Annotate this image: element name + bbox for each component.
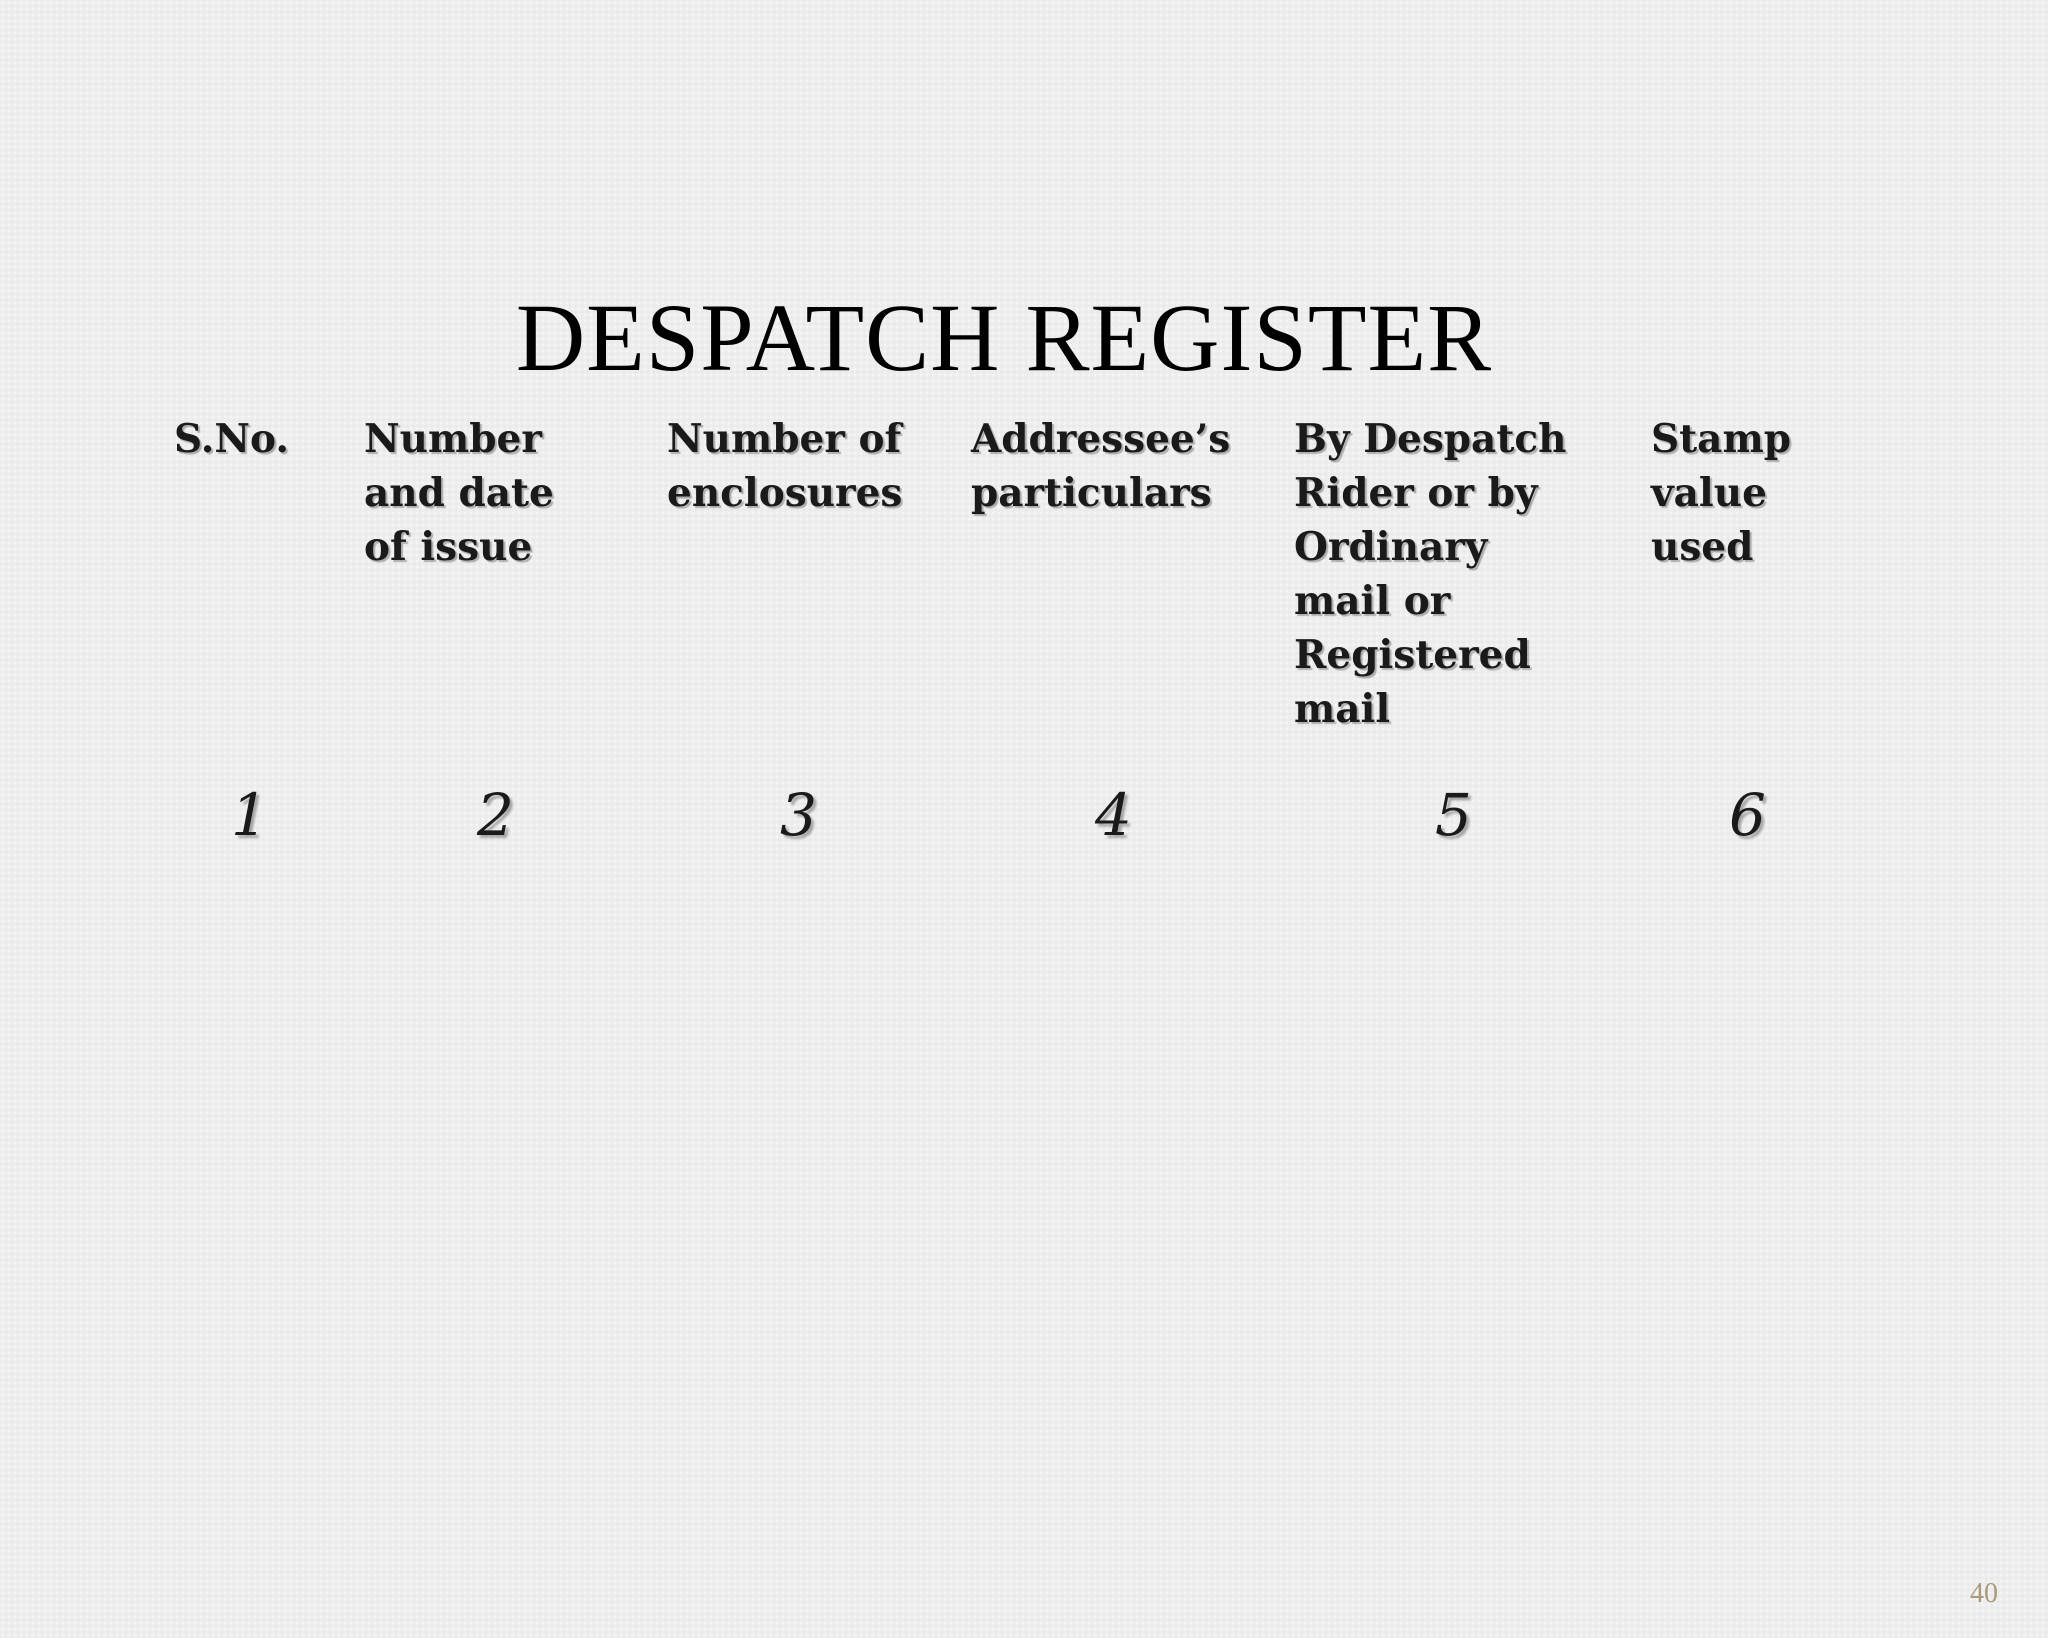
column-header-number-date: Number and date of issue xyxy=(364,416,554,570)
column-number-4: 4 xyxy=(1095,781,1132,849)
column-header-despatch-mode: By Despatch Rider or by Ordinary mail or Registered mail xyxy=(1294,416,1567,732)
column-number-3: 3 xyxy=(780,781,817,849)
column-number-5: 5 xyxy=(1435,781,1472,849)
column-number-6: 6 xyxy=(1729,781,1766,849)
column-header-addressee: Addressee’s particulars xyxy=(971,416,1231,516)
column-header-enclosures: Number of enclosures xyxy=(667,416,903,516)
column-header-sno: S.No. xyxy=(174,416,289,462)
page-title: DESPATCH REGISTER xyxy=(515,284,1493,391)
page-number: 40 xyxy=(1970,1578,1998,1609)
column-header-stamp-value: Stamp value used xyxy=(1651,416,1791,570)
column-number-1: 1 xyxy=(231,781,268,849)
column-number-2: 2 xyxy=(477,781,514,849)
